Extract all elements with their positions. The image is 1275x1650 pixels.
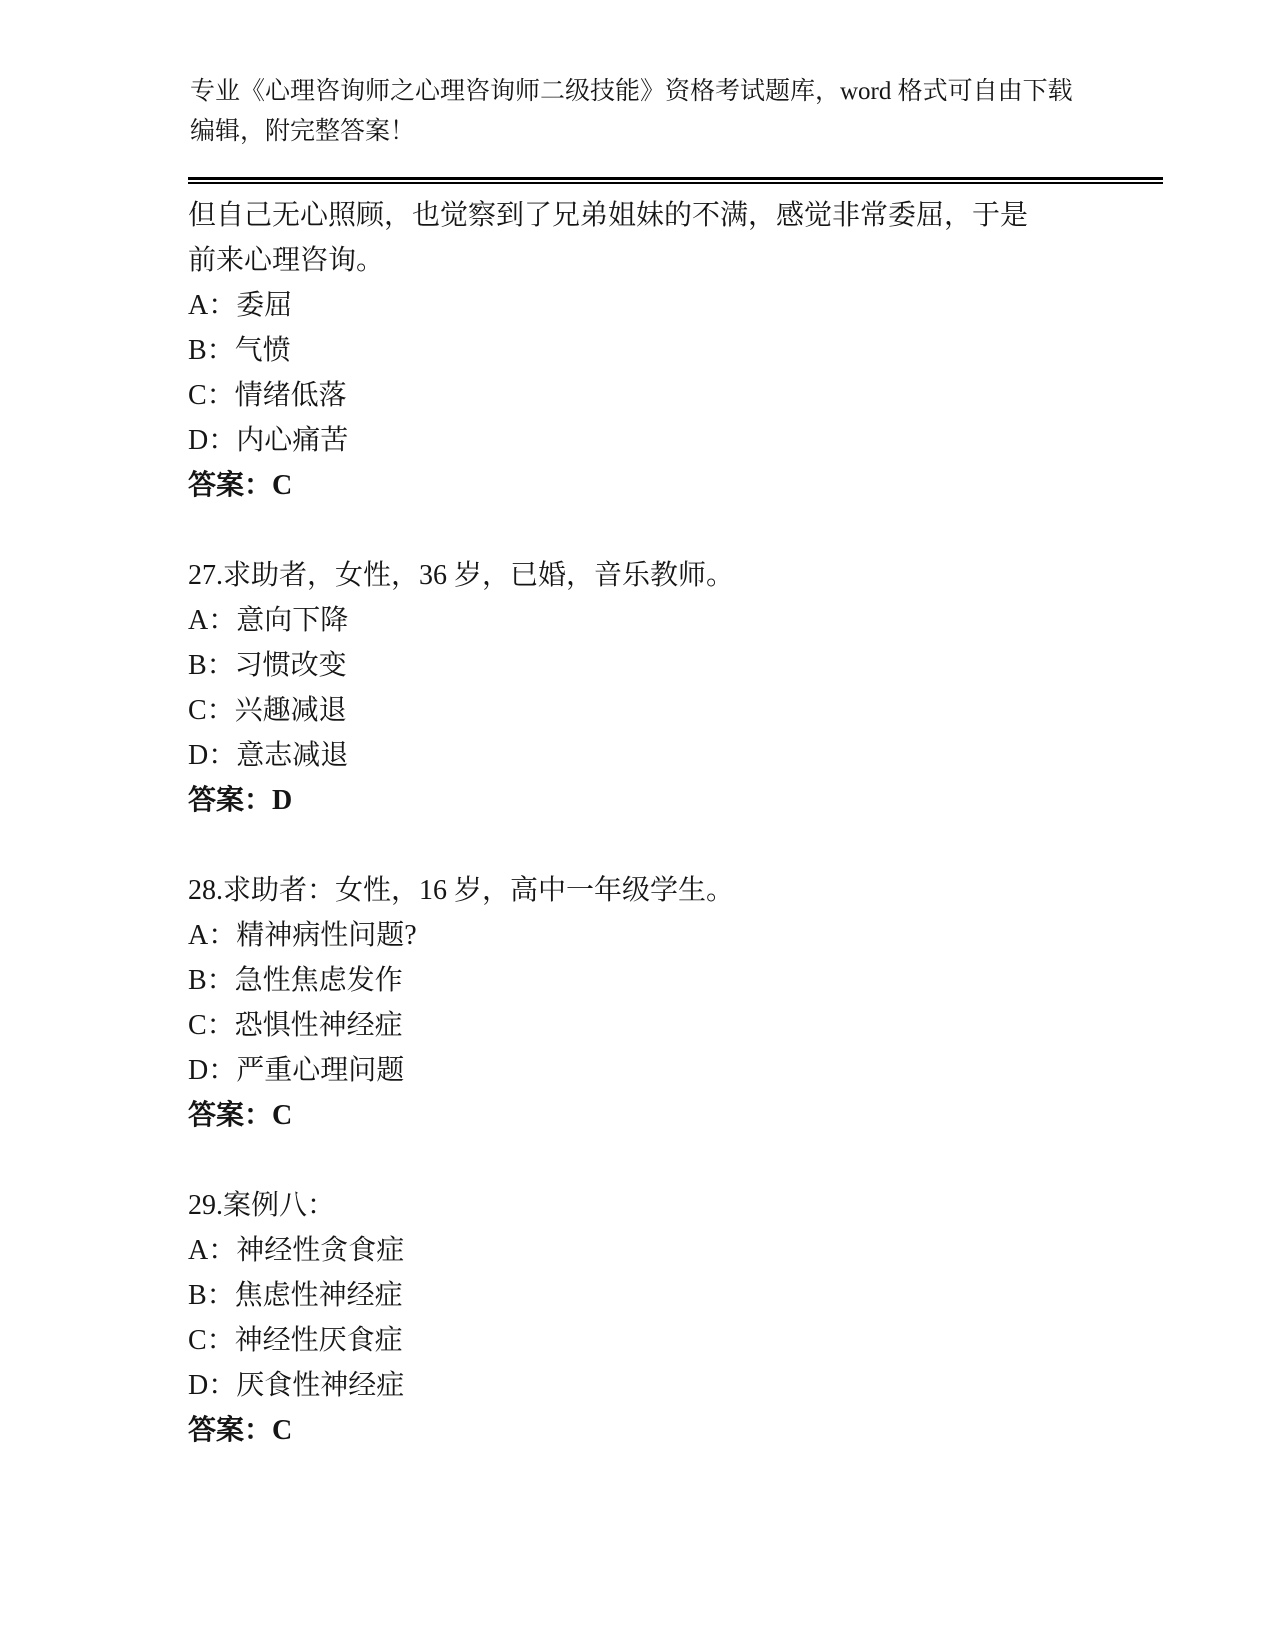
option-line: C：恐惧性神经症 <box>188 1010 403 1041</box>
option-line: D：厌食性神经症 <box>188 1370 405 1401</box>
question-block-29 <box>188 1183 1188 1453</box>
header-line: 专业《心理咨询师之心理咨询师二级技能》资格考试题库，word 格式可自由下载 <box>190 78 1073 105</box>
option-line: A：精神病性问题? <box>188 920 417 951</box>
question-block-continuation <box>188 193 1188 508</box>
answer-line: 答案：D <box>188 785 293 816</box>
question-continuation-text: 前来心理咨询。 <box>188 245 385 276</box>
option-line: B：习惯改变 <box>188 650 347 681</box>
document-body <box>188 193 1188 1453</box>
option-line: A：意向下降 <box>188 605 349 636</box>
header-line: 编辑，附完整答案！ <box>190 118 416 145</box>
option-line: B：气愤 <box>188 335 291 366</box>
page-header <box>190 72 1170 152</box>
question-block-27 <box>188 553 1188 823</box>
option-line: B：急性焦虑发作 <box>188 965 403 996</box>
question-continuation-text: 但自己无心照顾，也觉察到了兄弟姐妹的不满，感觉非常委屈，于是 <box>188 200 1029 231</box>
option-line: D：内心痛苦 <box>188 425 349 456</box>
question-text: 29.案例八： <box>188 1190 336 1221</box>
answer-line: 答案：C <box>188 1415 293 1446</box>
option-line: C：兴趣减退 <box>188 695 347 726</box>
option-line: A：神经性贪食症 <box>188 1235 405 1266</box>
answer-line: 答案：C <box>188 470 293 501</box>
option-line: D：严重心理问题 <box>188 1055 405 1086</box>
option-line: C：情绪低落 <box>188 380 347 411</box>
option-line: C：神经性厌食症 <box>188 1325 403 1356</box>
question-block-28 <box>188 868 1188 1138</box>
question-text: 27.求助者，女性，36 岁，已婚，音乐教师。 <box>188 560 735 591</box>
answer-line: 答案：C <box>188 1100 293 1131</box>
option-line: D：意志减退 <box>188 740 349 771</box>
header-divider <box>188 177 1163 184</box>
option-line: A：委屈 <box>188 290 293 321</box>
question-text: 28.求助者：女性，16 岁，高中一年级学生。 <box>188 875 735 906</box>
option-line: B：焦虑性神经症 <box>188 1280 403 1311</box>
